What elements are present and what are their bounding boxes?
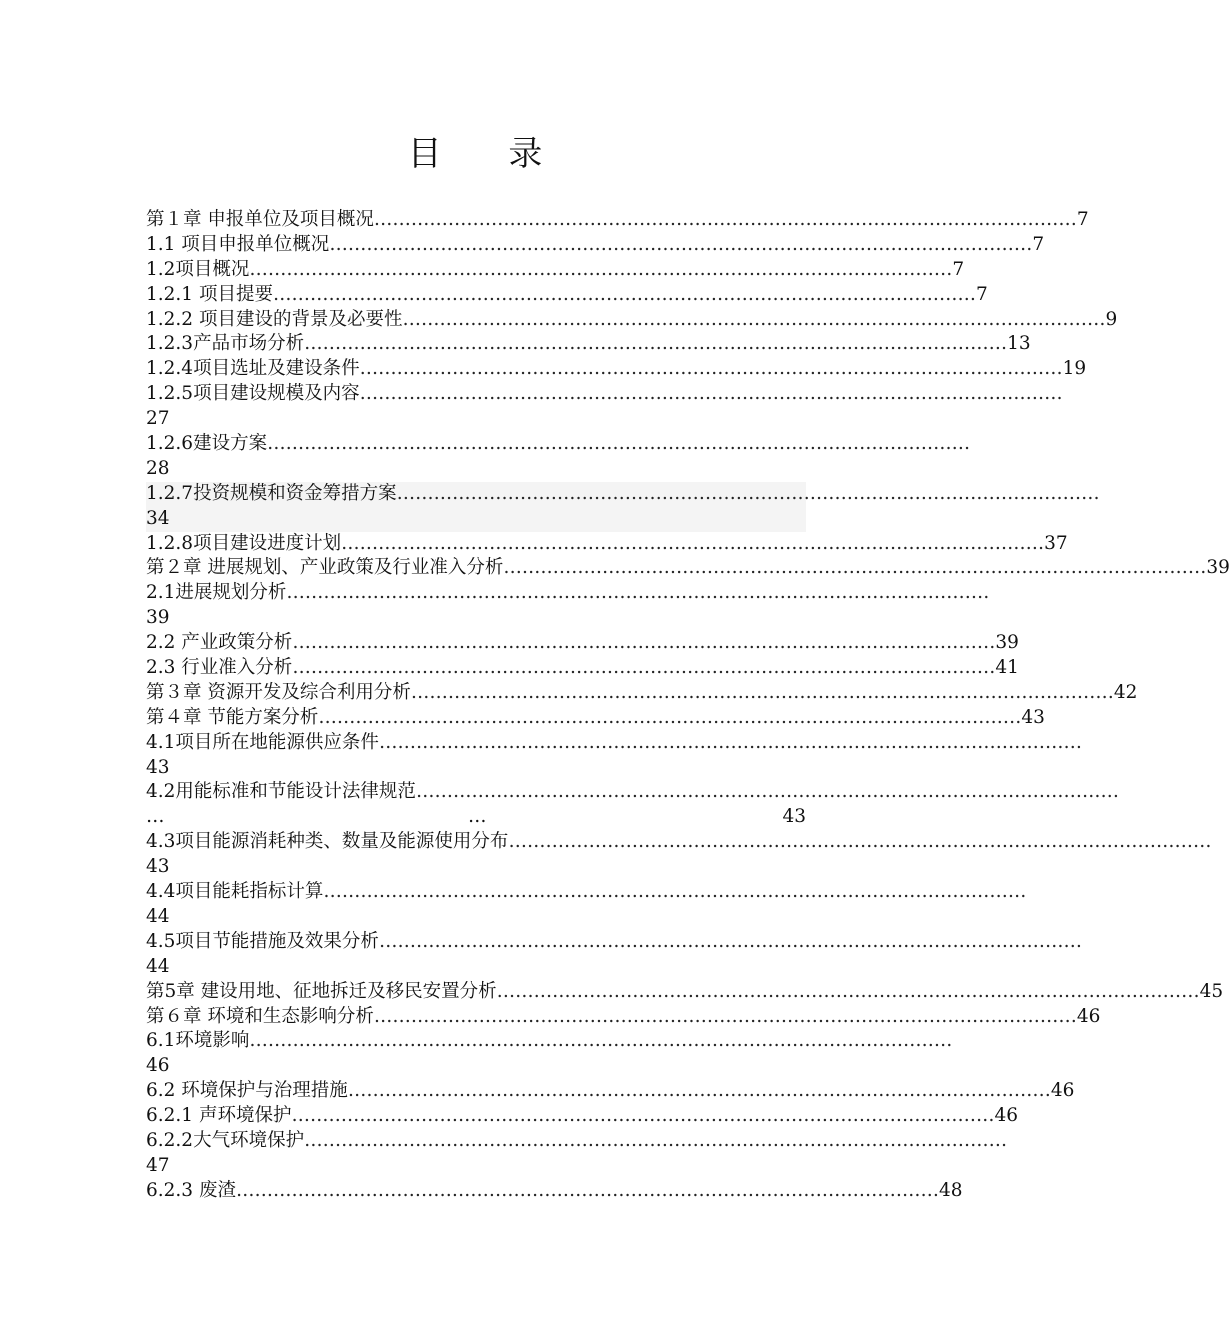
toc-leader-dots: …………………………………………………………………………………………………… [415,781,1119,803]
toc-entry [146,283,988,308]
toc-entry [146,930,1082,955]
toc-page-number: 9 [1105,308,1118,330]
toc-entry [146,980,1224,1005]
toc-page-number: 39 [1206,557,1230,579]
toc-entry-continuation [146,606,806,631]
toc-entry [146,332,1031,357]
toc-entry-label: 1.2.8项目建设进度计划 [146,532,342,554]
toc-page-number: 48 [938,1179,963,1201]
toc-entry-label: 第６章 环境和生态影响分析 [146,1005,374,1027]
toc-leader-dots: …………………………………………………………………………………………………… [249,1030,953,1052]
toc-entry [146,1104,1018,1129]
toc-entry [146,631,1019,656]
toc-page-number: 46 [994,1105,1018,1127]
toc-entry [146,258,965,283]
toc-entry-continuation [146,1054,806,1079]
toc-entry [146,1079,1075,1104]
toc-entry-continuation [146,756,806,781]
toc-leader-dots: …………………………………………………………………………………………………… [272,283,976,305]
toc-leader-dots: …………………………………………………………………………………………………… [378,731,1082,753]
toc-entry-label: 2.2 产业政策分析 [146,632,293,654]
toc-page-number: 46 [146,1055,170,1077]
toc-leader-dots: …………………………………………………………………………………………………… [503,557,1207,579]
toc-page-number: 43 [146,756,170,778]
toc-entry-continuation [146,955,806,980]
toc-entry [146,880,1027,905]
toc-page-number: 7 [975,283,988,305]
toc-page-number: 43 [146,856,170,878]
toc-entry [146,780,1119,805]
toc-page-number: 42 [1113,681,1138,703]
toc-entry [146,1129,1008,1154]
toc-leader-dots: …………………………………………………………………………………………………… [304,333,1008,355]
toc-leader-dots: … [146,806,165,828]
toc-leader-dots: …………………………………………………………………………………………………… [410,681,1114,703]
toc-entry-label: 第３章 资源开发及综合利用分析 [146,681,411,703]
toc-entry [146,308,1118,333]
toc-page-number: 19 [1062,358,1087,380]
toc-entry [146,233,1045,258]
toc-leader-dots: …………………………………………………………………………………………………… [508,831,1212,853]
toc-entry-label: 1.2.7投资规模和资金筹措方案 [146,482,397,504]
toc-entry-continuation [146,407,806,432]
toc-entry-label: 1.2.6建设方案 [146,433,268,455]
toc-entry-label: 第４章 节能方案分析 [146,706,319,728]
toc-entry [146,382,1063,407]
toc-entry-label: 4.2用能标准和节能设计法律规范 [146,781,416,803]
toc-entry-label: 第5章 建设用地、征地拆迁及移民安置分析 [146,980,497,1002]
toc-leader-dots: …………………………………………………………………………………………………… [347,1080,1051,1102]
toc-leader-dots: …………………………………………………………………………………………………… [341,532,1045,554]
toc-entry [146,208,1089,233]
toc-entry-label: 4.4项目能耗指标计算 [146,881,324,903]
toc-entry [146,1029,953,1054]
toc-page-number: 34 [146,507,170,529]
toc-entry-continuation [146,805,806,830]
toc-entry-label: 1.2项目概况 [146,258,250,280]
toc-page-number: 43 [1021,706,1045,728]
toc-entry-label: 6.2.2大气环境保护 [146,1129,305,1151]
toc-page-number: 45 [1199,980,1224,1002]
toc-page-number: 39 [146,607,170,629]
toc-page-number: 27 [146,408,170,430]
toc-entry-label: 2.3 行业准入分析 [146,657,293,679]
toc-page-number: 7 [952,258,965,280]
toc-leader-dots: …………………………………………………………………………………………………… [373,209,1077,230]
toc-entry-label: 第２章 进展规划、产业政策及行业准入分析 [146,557,504,579]
toc-leader-dots: …………………………………………………………………………………………………… [359,358,1063,380]
toc-page-number: 41 [995,657,1019,679]
toc-entry [146,656,1019,681]
table-of-contents [146,208,1230,1204]
toc-page-number: 37 [1044,532,1068,554]
toc-entry-label: 1.2.5项目建设规模及内容 [146,383,360,405]
toc-page-number: 39 [995,632,1019,654]
toc-entry-continuation [146,1154,806,1179]
toc-leader-dots: …………………………………………………………………………………………………… [496,980,1200,1002]
toc-entry-label: 4.1项目所在地能源供应条件 [146,731,379,753]
page-title: 目 录 [407,134,571,174]
toc-leader-dots: …………………………………………………………………………………………………… [323,881,1027,903]
toc-page-number: 28 [146,457,170,479]
toc-entry-label: 1.1 项目申报单位概况 [146,233,330,255]
toc-entry-label: 第１章 申报单位及项目概况 [146,209,374,230]
toc-entry-continuation [146,905,806,930]
toc-page-number: 13 [1007,333,1031,355]
toc-page-number: 7 [1032,233,1045,255]
toc-entry-label: 6.2.3 废渣 [146,1179,236,1201]
toc-leader-dots: …………………………………………………………………………………………………… [396,482,1100,504]
toc-entry-label: 2.1进展规划分析 [146,582,287,604]
toc-page-number: 44 [146,905,170,927]
toc-leader-dots: …………………………………………………………………………………………………… [329,233,1033,255]
toc-leader-dots: …………………………………………………………………………………………………… [291,1105,995,1127]
toc-entry [146,1179,963,1204]
toc-entry-continuation [146,457,806,482]
toc-leader-dots: …………………………………………………………………………………………………… [378,930,1082,952]
toc-entry [146,731,1082,756]
toc-entry [146,581,990,606]
toc-leader-dots: …………………………………………………………………………………………………… [249,258,953,280]
toc-entry [146,357,1087,382]
toc-entry-label: 1.2.4项目选址及建设条件 [146,358,360,380]
toc-entry-label: 6.2 环境保护与治理措施 [146,1080,348,1102]
toc-leader-dots: …………………………………………………………………………………………………… [292,657,996,679]
toc-leader-dots: …………………………………………………………………………………………………… [267,433,971,455]
toc-leader-dots: … [468,806,487,828]
toc-leader-dots: …………………………………………………………………………………………………… [402,308,1106,330]
toc-entry-label: 1.2.3产品市场分析 [146,333,305,355]
toc-leader-dots: …………………………………………………………………………………………………… [318,706,1022,728]
toc-entry [146,681,1138,706]
toc-entry [146,556,1230,581]
toc-entry [146,482,1100,507]
toc-leader-dots: …………………………………………………………………………………………………… [286,582,990,604]
toc-leader-dots: …………………………………………………………………………………………………… [235,1179,939,1201]
toc-entry-label: 6.1环境影响 [146,1030,250,1052]
toc-page-number: 44 [146,955,170,977]
toc-entry-label: 4.3项目能源消耗种类、数量及能源使用分布 [146,831,509,853]
toc-page-number: 7 [1076,209,1089,230]
toc-leader-dots: …………………………………………………………………………………………………… [359,383,1063,405]
toc-entry-label: 1.2.2 项目建设的背景及必要性 [146,308,403,330]
toc-entry [146,432,971,457]
toc-leader-dots: …………………………………………………………………………………………………… [304,1129,1008,1151]
toc-leader-dots: …………………………………………………………………………………………………… [373,1005,1077,1027]
toc-entry-continuation [146,855,806,880]
toc-entry [146,532,1068,557]
toc-page-number: 46 [1076,1005,1101,1027]
toc-entry-label: 6.2.1 声环境保护 [146,1105,292,1127]
toc-entry [146,1005,1101,1030]
toc-entry-label: 1.2.1 项目提要 [146,283,273,305]
toc-entry [146,706,1045,731]
toc-page-number: 43 [782,806,806,828]
toc-entry-continuation [146,507,806,532]
toc-entry [146,830,1212,855]
toc-leader-dots: …………………………………………………………………………………………………… [292,632,996,654]
toc-page-number: 47 [146,1154,170,1176]
toc-page-number: 46 [1050,1080,1075,1102]
toc-entry-label: 4.5项目节能措施及效果分析 [146,930,379,952]
